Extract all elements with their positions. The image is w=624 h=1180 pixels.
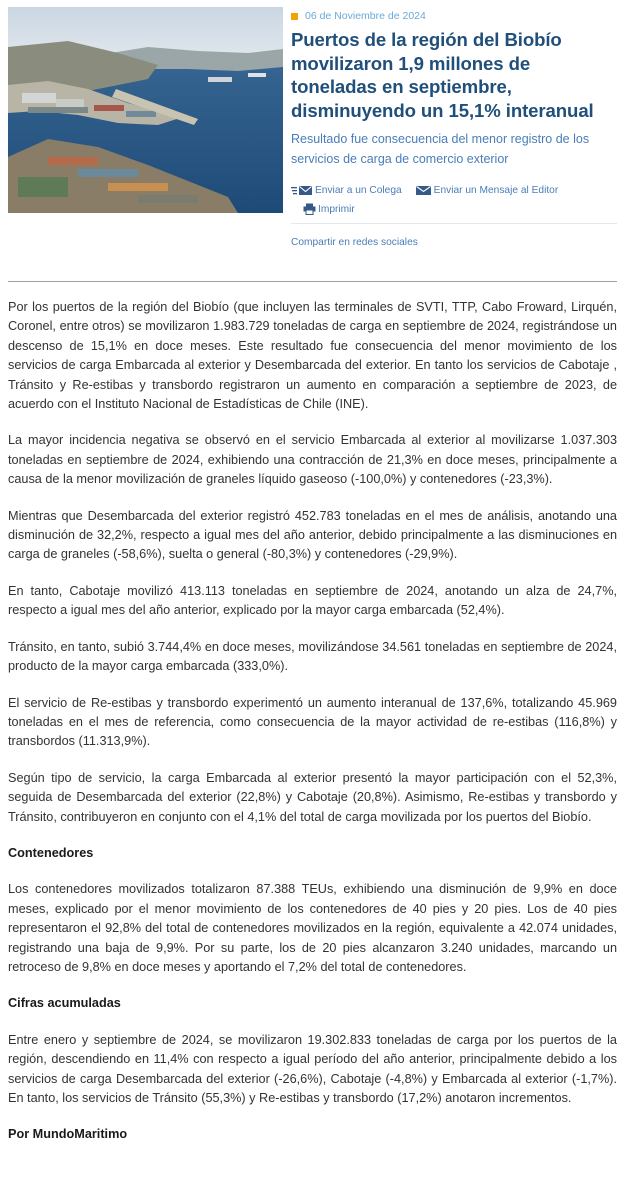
body-paragraph: La mayor incidencia negativa se observó en el servicio Embarcada al exterior al movilizarse 1.037.303 toneladas en septiembre de 2024, exhibiendo una contracción de 21,3% en doce meses, principalmente a causa de la menor movilización de graneles líquido gaseoso (-100,0%) y contenedores (-23,3%). bbox=[8, 433, 617, 487]
print-label: Imprimir bbox=[318, 203, 355, 215]
printer-icon bbox=[303, 203, 316, 215]
body-paragraph: Tránsito, en tanto, subió 3.744,4% en doce meses, movilizándose 34.561 toneladas en septiembre de 2024, producto de la mayor carga embarcada (333,0%). bbox=[8, 639, 617, 674]
send-to-colleague-label: Enviar a un Colega bbox=[315, 184, 402, 196]
article-header bbox=[291, 9, 617, 248]
section-heading-cifras: Cifras acumuladas bbox=[8, 996, 121, 1011]
article-actions bbox=[291, 181, 617, 218]
actions-divider bbox=[291, 223, 617, 224]
article-date: 06 de Noviembre de 2024 bbox=[305, 10, 426, 22]
body-paragraph: El servicio de Re-estibas y transbordo experimentó un aumento interanual de 137,6%, totalizando 45.969 toneladas en el mes de referencia, como consecuencia de la mayor actividad de re-estibas (116,8%) y transbordos (11.313,9%). bbox=[8, 695, 617, 749]
article-author: Por MundoMaritimo bbox=[8, 1127, 128, 1142]
body-paragraph: Entre enero y septiembre de 2024, se movilizaron 19.302.833 toneladas de carga por los puertos de la región, descendiendo en 11,4% con respecto a igual período del año anterior, principalmente debido a los servicios de carga Desembarcada del exterior (-26,6%), Cabotaje (-4,8%) y Embarcada al exterior (-1,7%). En tanto, los servicios de Tránsito (55,3%) y Re-estibas y transbordo (17,2%) anotaron incrementos. bbox=[8, 1032, 617, 1105]
forward-mail-icon bbox=[291, 185, 313, 196]
article-subtitle: Resultado fue consecuencia del menor registro de los servicios de carga de comercio exterior bbox=[291, 132, 590, 166]
article-title: Puertos de la región del Biobío movilizaron 1,9 millones de toneladas en septiembre, disminuyendo un 15,1% interanual bbox=[291, 29, 594, 121]
body-paragraph: Mientras que Desembarcada del exterior registró 452.783 toneladas en el mes de análisis, anotando una disminución de 32,2%, respecto a igual mes del año anterior, debido principalmente a las disminuciones en carga de graneles (-58,6%), suelta o general (-80,3%) y contenedores (-29,9%). bbox=[8, 508, 617, 562]
envelope-icon bbox=[415, 185, 432, 196]
body-paragraph: Por los puertos de la región del Biobío (que incluyen las terminales de SVTI, TTP, Cabo Froward, Lirquén, Coronel, entre otros) se movilizaron 1.983.729 toneladas de carga en septiembre de 2024, registrándose un descenso de 15,1% en doce meses. Este resultado fue consecuencia del menor movimiento de los servicios de carga Embarcada al exterior y Desembarcada del exterior. En tanto los servicios de Cabotaje , Tránsito y Re-estibas y transbordo registraron un aumento en comparación a septiembre de 2023, de acuerdo con el Instituto Nacional de Estadísticas de Chile (INE). bbox=[8, 300, 617, 412]
date-marker-icon bbox=[291, 13, 298, 20]
aerial-port-photo-icon bbox=[8, 7, 283, 213]
send-to-colleague-link[interactable] bbox=[291, 181, 402, 199]
section-heading-contenedores: Contenedores bbox=[8, 845, 94, 860]
body-paragraph: Los contenedores movilizados totalizaron 87.388 TEUs, exhibiendo una disminución de 9,9% en doce meses, explicado por el menor movimiento de los contenedores de 40 pies y 20 pies. Los de 40 pies representaron el 92,8% del total de contenedores movilizados en la región, equivalente a 42.074 unidades, registrando una baja de 9,9%. Por su parte, los de 20 pies alcanzaron 3.240 unidades, marcando un retroceso de 9,8% en doce meses y aportando el 7,2% del total de contenedores. bbox=[8, 882, 617, 974]
share-social-link[interactable]: Compartir en redes sociales bbox=[291, 237, 418, 248]
send-to-editor-link[interactable] bbox=[415, 181, 559, 199]
body-paragraph: Según tipo de servicio, la carga Embarcada al exterior presentó la mayor participación con el 52,3%, seguida de Desembarcada del exterior (22,8%) y Cabotaje (20,8%). Asimismo, Re-estibas y transbordo y Tránsito, contribuyeron en conjunto con el 4,1% del total de carga movilizada por los puertos del Biobío. bbox=[8, 770, 617, 824]
send-to-editor-label: Enviar un Mensaje al Editor bbox=[433, 184, 559, 196]
date-row bbox=[291, 9, 617, 23]
article-body bbox=[8, 298, 617, 1145]
header-divider bbox=[8, 281, 617, 282]
print-link[interactable] bbox=[303, 200, 355, 218]
body-paragraph: En tanto, Cabotaje movilizó 413.113 toneladas en septiembre de 2024, anotando un alza de 24,7%, respecto a igual mes del año anterior, explicado por la mayor carga embarcada (52,4%). bbox=[8, 583, 617, 618]
article-image bbox=[8, 7, 283, 213]
